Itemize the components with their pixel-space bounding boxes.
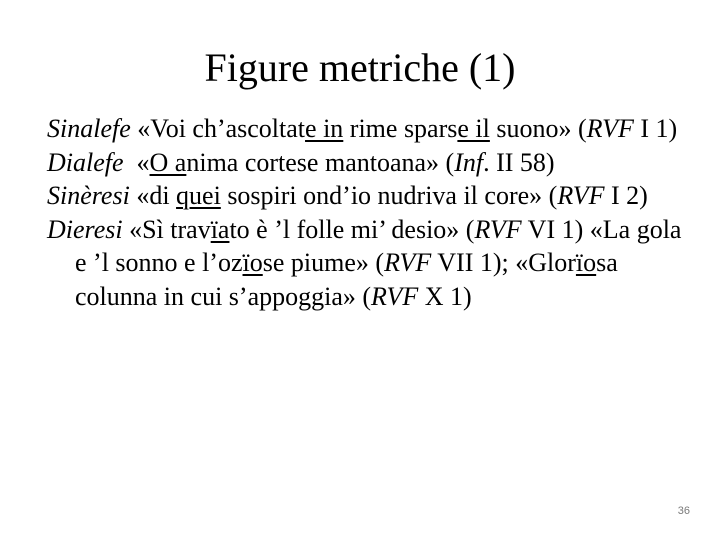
- text-segment: I 2): [604, 181, 648, 210]
- source-reference: RVF: [474, 214, 522, 244]
- slide-title: Figure metriche (1): [204, 45, 516, 90]
- text-segment: VI 1) «La gola e ’l sonno e l’oz: [75, 214, 682, 277]
- text-segment: sa colunna in cui s’appoggia» (: [75, 248, 618, 311]
- term-dieresi: Dieresi: [47, 214, 123, 244]
- text-segment: sospiri ond’io nudriva il core» (: [220, 181, 558, 210]
- text-segment: X 1): [418, 281, 472, 311]
- text-segment: . II 58): [483, 147, 555, 177]
- entry-sineresi: [47, 179, 697, 213]
- text-segment: nima cortese mantoana» (: [186, 147, 455, 177]
- term-sinalefe: Sinalefe: [47, 114, 131, 143]
- text-segment: rime spars: [343, 114, 458, 143]
- source-reference: RVF: [557, 181, 605, 210]
- term-sineresi: Sinèresi: [47, 181, 130, 210]
- text-segment: to è ’l folle mi’ desio» (: [229, 214, 475, 244]
- entry-dialefe: [47, 146, 697, 180]
- source-reference: Inf: [454, 147, 484, 177]
- slide-body: [47, 112, 697, 313]
- term-dialefe: Dialefe: [47, 147, 124, 177]
- text-segment: «Voi ch’ascoltat: [130, 114, 306, 143]
- text-segment: suono» (: [489, 114, 587, 143]
- underlined-syllable: ïo: [242, 248, 263, 277]
- underlined-syllable: ïa: [210, 214, 230, 244]
- text-segment: «di: [129, 181, 177, 210]
- text-segment: I 1): [633, 114, 678, 143]
- source-reference: RVF: [586, 114, 634, 143]
- source-reference: RVF: [371, 281, 419, 311]
- underlined-syllable: O a: [149, 147, 187, 177]
- page-number: 36: [677, 505, 690, 517]
- underlined-syllable: e il: [457, 114, 490, 143]
- entry-dieresi: [47, 213, 697, 314]
- text-segment: se piume» (: [262, 248, 385, 277]
- underlined-syllable: quei: [176, 181, 221, 210]
- text-segment: «Sì trav: [122, 214, 211, 244]
- source-reference: RVF: [384, 248, 432, 277]
- text-segment: VII 1); «Glor: [431, 248, 576, 277]
- text-segment: «: [123, 147, 150, 177]
- entry-sinalefe: [47, 112, 697, 146]
- underlined-syllable: ïo: [575, 248, 597, 277]
- underlined-syllable: e in: [305, 114, 344, 143]
